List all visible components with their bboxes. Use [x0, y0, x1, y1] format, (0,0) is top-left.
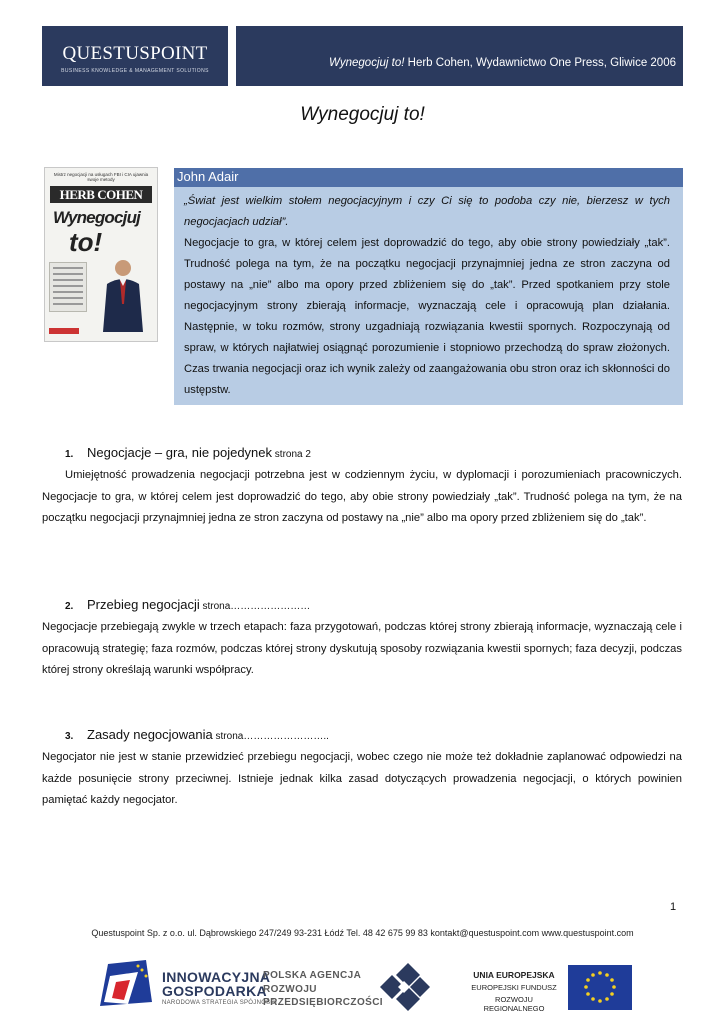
cover-author: HERB COHEN	[50, 186, 152, 203]
section-page-ref: strona 2	[272, 449, 311, 460]
cover-top-text: Mistrz negocjacji na usługach FBI i CIA ujawnia swoje metody	[53, 172, 149, 182]
section-3-text: Negocjator nie jest w stanie przewidzieć przebiegu negocjacji, wobec czego nie może też dokładnie zaplanować odpowiedzi na każde posunięcie strony przeciwnej. Istnieje jednak kilka zasad dotyczących prowadzenia negocjacji, o których powinien pamiętać każdy negocjator.	[42, 751, 682, 806]
section-title: Negocjacje – gra, nie pojedynek	[87, 445, 273, 460]
eu-flag-icon	[568, 965, 632, 1010]
ig-logo-line2: GOSPODARKA	[162, 983, 267, 999]
section-3-heading	[65, 727, 329, 742]
ig-logo-line1: INNOWACYJNA	[162, 969, 271, 985]
book-reference	[236, 57, 676, 69]
publisher-mark	[49, 328, 79, 334]
section-2-heading	[65, 597, 310, 612]
section-number: 1.	[65, 449, 74, 460]
innowacyjna-gospodarka-logo-icon	[98, 958, 154, 1010]
questuspoint-logo	[42, 26, 228, 86]
section-title: Zasady negocjowania	[87, 727, 213, 742]
cover-title-line1: Wynegocjuj	[53, 208, 141, 227]
eu-logo-line2: EUROPEJSKI FUNDUSZ	[471, 983, 557, 992]
quote-text: „Świat jest wielkim stołem negocjacyjnym i czy Ci się to podoba czy nie, bierzesz w tych negocjacjach udział”.	[184, 195, 670, 228]
cover-bullet-list	[49, 262, 87, 312]
quote-box-header	[174, 168, 683, 187]
book-cover-image	[44, 167, 158, 342]
parp-logo-icon	[376, 962, 432, 1012]
section-page-ref: strona……………………..	[212, 731, 329, 742]
book-reference-details: Herb Cohen, Wydawnictwo One Press, Gliwice 2006	[404, 57, 676, 69]
section-2-text: Negocjacje przebiegają zwykle w trzech etapach: faza przygotowań, podczas której strony zbierają informacje, wyznaczają cele i opracowują strategię; faza rozmów, podczas której strony dyskutują sposoby rozwiązania kwestii spornych; faza decyzji, podczas której strony określają warunki współpracy.	[42, 621, 682, 676]
section-page-ref: strona……………………	[199, 601, 311, 612]
section-title: Przebieg negocjacji	[87, 597, 200, 612]
header-bar	[236, 26, 683, 86]
section-number: 3.	[65, 731, 74, 742]
section-number: 2.	[65, 601, 74, 612]
quote-author: John Adair	[177, 169, 239, 184]
book-reference-title: Wynegocjuj to!	[329, 57, 405, 69]
quote-box	[174, 168, 683, 405]
cover-author-photo	[93, 254, 153, 332]
parp-logo-line1: POLSKA AGENCJA	[263, 970, 362, 981]
footer-contact: Questuspoint Sp. z o.o. ul. Dąbrowskiego 247/249 93-231 Łódź Tel. 48 42 675 99 83 kontakt@questuspoint.com www.questuspoint.com	[91, 928, 634, 938]
cover-title-line2: to!	[69, 227, 103, 257]
ig-logo-line3: NARODOWA STRATEGIA SPÓJNOŚCI	[162, 1000, 278, 1006]
parp-logo-line2: ROZWOJU	[263, 984, 317, 995]
section-1-text: Umiejętność prowadzenia negocjacji potrzebna jest w codziennym życiu, w dyplomacji i porozumieniach pracowniczych. Negocjacje to gra, w której celem jest doprowadzić do tego, aby obie strony powiedziały „tak”. Trudność polega na tym, że na początku negocjacji przynajmniej jedna ze stron zaczyna od postawy na „nie” albo ma opory przed zbliżeniem się do „tak”.	[42, 469, 682, 524]
parp-logo-line3: PRZEDSIĘBIORCZOŚCI	[263, 997, 383, 1008]
page-title: Wynegocjuj to!	[300, 104, 425, 125]
quote-box-paragraph: Negocjacje to gra, w której celem jest doprowadzić do tego, aby obie strony powiedziały „tak”. Trudność polega na tym, że na początku negocjacji przynajmniej jedna ze stron zaczyna od postawy na „nie” albo ma opory przed zbliżeniem się do „tak”. Przed spotkaniem przy stole negocjacyjnym strony zbierają informacje, wyznaczają cele i opracowują plan działania. Następnie, w toku rozmów, strony uzgadniają rozwiązania kwestii spornych. Rozpoczynają od spraw, w których najłatwiej osiągnąć porozumienie i stopniowo przechodzą do spraw złożonych. Czas trwania negocjacji oraz ich wynik zależy od zaangażowania obu stron oraz ich skłonności do ustępstw.	[184, 237, 670, 396]
eu-logo-line3: ROZWOJU REGIONALNEGO	[483, 995, 545, 1013]
eu-logo-line1: UNIA EUROPEJSKA	[473, 970, 555, 980]
page-number: 1	[670, 901, 677, 913]
quote-box-body	[184, 191, 670, 401]
section-1-heading	[65, 445, 311, 460]
logo-name: QUESTUSPOINT	[62, 43, 208, 64]
logo-tagline: BUSINESS KNOWLEDGE & MANAGEMENT SOLUTIONS	[61, 68, 209, 74]
